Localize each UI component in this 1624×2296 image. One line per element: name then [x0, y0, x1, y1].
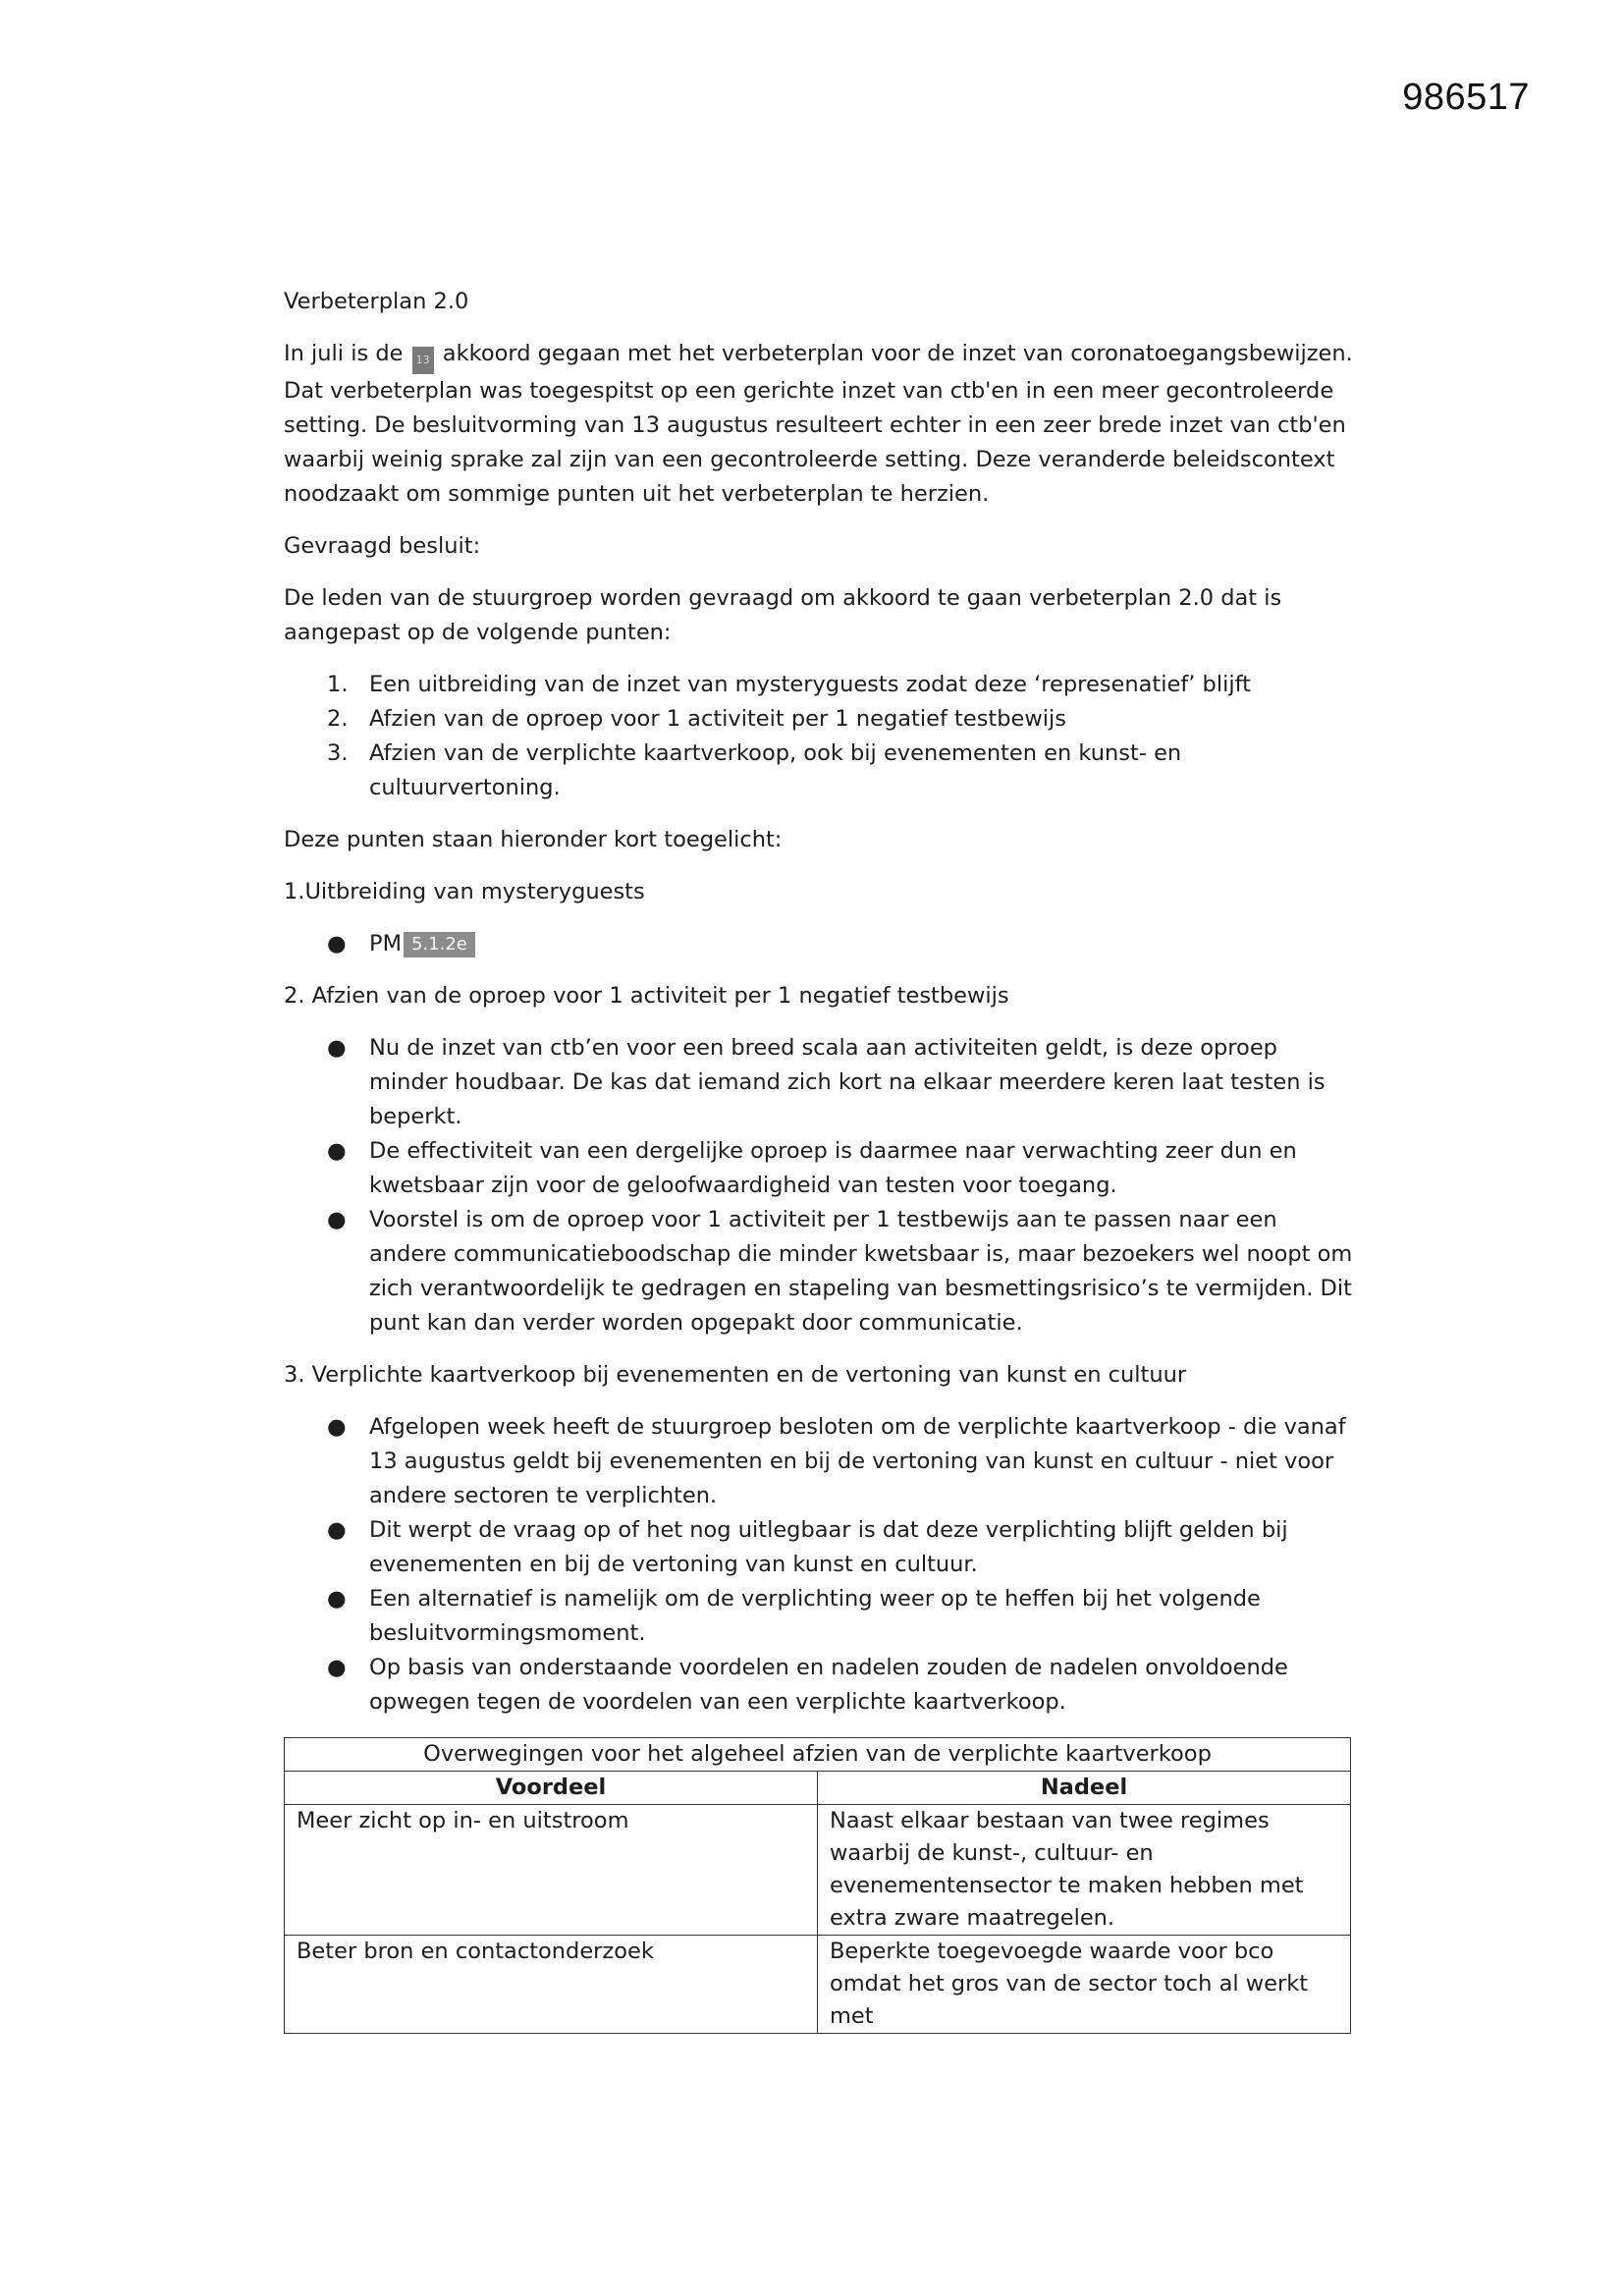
bullet-icon: ● — [327, 1138, 347, 1164]
bullet-icon: ● — [327, 1207, 347, 1232]
decision-heading: Gevraagd besluit: — [284, 533, 481, 559]
list-item-text: Voorstel is om de oproep voor 1 activiteit per 1 testbewijs aan te passen naar een andere communicatieboodschap die minder kwetsbaar is, maar bezoekers wel noopt om zich verantwoordelijk te gedragen en stapeling van besmettingsrisico’s te vermijden. Dit punt kan dan verder worden opgepakt door communicatie. — [369, 1207, 1353, 1336]
list-item — [284, 702, 1354, 737]
table-cell: Beter bron en contactonderzoek — [285, 1936, 818, 2034]
list-item — [284, 927, 1354, 961]
table-cell: Meer zicht op in- en uitstroom — [285, 1805, 818, 1936]
explain-intro: Deze punten staan hieronder kort toegelicht: — [284, 827, 783, 852]
intro-paragraph — [284, 337, 1354, 512]
document-body — [284, 285, 1354, 2034]
redaction-tag: 5.1.2e — [404, 932, 475, 957]
bullet-icon: ● — [327, 1517, 347, 1543]
table-caption-row — [285, 1738, 1351, 1772]
decision-text: De leden van de stuurgroep worden gevraagd om akkoord te gaan verbeterplan 2.0 dat is aangepast op de volgende punten: — [284, 585, 1282, 645]
column-header-voordeel: Voordeel — [285, 1772, 818, 1805]
section1-heading: 1.Uitbreiding van mysteryguests — [284, 879, 645, 904]
table-header-row — [285, 1772, 1351, 1805]
list-item — [284, 1651, 1354, 1720]
list-item — [284, 1410, 1354, 1513]
document-title: Verbeterplan 2.0 — [284, 289, 469, 314]
list-item — [284, 668, 1354, 702]
table-row — [285, 1936, 1351, 2034]
bullet-icon: ● — [327, 1414, 347, 1440]
intro-before: In juli is de — [284, 341, 404, 366]
list-item-text: Op basis van onderstaande voordelen en nadelen zouden de nadelen onvoldoende opwegen tegen de voordelen van een verplichte kaartverkoop. — [369, 1655, 1288, 1715]
section1-bullets — [284, 927, 1354, 961]
bullet-icon: ● — [327, 1655, 347, 1680]
list-number: 3. — [327, 740, 349, 766]
list-item — [284, 1203, 1354, 1340]
table-row — [285, 1805, 1351, 1936]
list-item-text: Nu de inzet van ctb’en voor een breed scala aan activiteiten geldt, is deze oproep minder houdbaar. De kas dat iemand zich kort na elkaar meerdere keren laat testen is beperkt. — [369, 1035, 1326, 1129]
list-number: 2. — [327, 706, 349, 732]
table-cell: Naast elkaar bestaan van twee regimes waarbij de kunst-, cultuur- en evenementensector te maken hebben met extra zware maatregelen. — [818, 1805, 1351, 1936]
section2-heading: 2. Afzien van de oproep voor 1 activiteit per 1 negatief testbewijs — [284, 983, 1009, 1009]
section3-heading: 3. Verplichte kaartverkoop bij evenementen en de vertoning van kunst en cultuur — [284, 1362, 1187, 1388]
list-item-text: De effectiviteit van een dergelijke oproep is daarmee naar verwachting zeer dun en kwetsbaar zijn voor de geloofwaardigheid van testen voor toegang. — [369, 1138, 1297, 1198]
considerations-table — [284, 1737, 1351, 2034]
list-item — [284, 1513, 1354, 1582]
bullet-icon: ● — [327, 1035, 347, 1061]
list-number: 1. — [327, 672, 349, 697]
list-item — [284, 737, 1354, 805]
list-item-text: Afzien van de verplichte kaartverkoop, ook bij evenementen en kunst- en cultuurvertoning. — [369, 740, 1182, 800]
decision-points-list — [284, 668, 1354, 805]
list-item-text: PM — [369, 931, 402, 957]
document-id: 986517 — [1402, 77, 1530, 118]
column-header-nadeel: Nadeel — [818, 1772, 1351, 1805]
table-cell: Beperkte toegevoegde waarde voor bco omdat het gros van de sector toch al werkt met — [818, 1936, 1351, 2034]
table-caption: Overwegingen voor het algeheel afzien van de verplichte kaartverkoop — [285, 1738, 1351, 1772]
list-item — [284, 1031, 1354, 1134]
list-item-text: Afgelopen week heeft de stuurgroep besloten om de verplichte kaartverkoop - die vanaf 13 augustus geldt bij evenementen en bij de vertoning van kunst en cultuur - niet voor andere sectoren te verplichten. — [369, 1414, 1346, 1508]
list-item-text: Dit werpt de vraag op of het nog uitlegbaar is dat deze verplichting blijft gelden bij evenementen en bij de vertoning van kunst en cultuur. — [369, 1517, 1288, 1577]
list-item — [284, 1134, 1354, 1203]
list-item — [284, 1582, 1354, 1651]
bullet-icon: ● — [327, 1586, 347, 1612]
list-item-text: Een alternatief is namelijk om de verplichting weer op te heffen bij het volgende besluitvormingsmoment. — [369, 1586, 1261, 1646]
section3-bullets — [284, 1410, 1354, 1720]
redaction-box: 13 — [412, 347, 434, 374]
bullet-icon: ● — [327, 931, 347, 957]
section2-bullets — [284, 1031, 1354, 1340]
list-item-text: Afzien van de oproep voor 1 activiteit per 1 negatief testbewijs — [369, 706, 1066, 732]
list-item-text: Een uitbreiding van de inzet van mysteryguests zodat deze ‘represenatief’ blijft — [369, 672, 1251, 697]
intro-after: akkoord gegaan met het verbeterplan voor de inzet van coronatoegangsbewijzen. Dat verbeterplan was toegespitst op een gerichte inzet van ctb'en in een meer gecontroleerde setting. De besluitvorming van 13 augustus resulteert echter in een zeer brede inzet van ctb'en waarbij weinig sprake zal zijn van een gecontroleerde setting. Deze veranderde beleidscontext noodzaakt om sommige punten uit het verbeterplan te herzien. — [284, 341, 1353, 507]
